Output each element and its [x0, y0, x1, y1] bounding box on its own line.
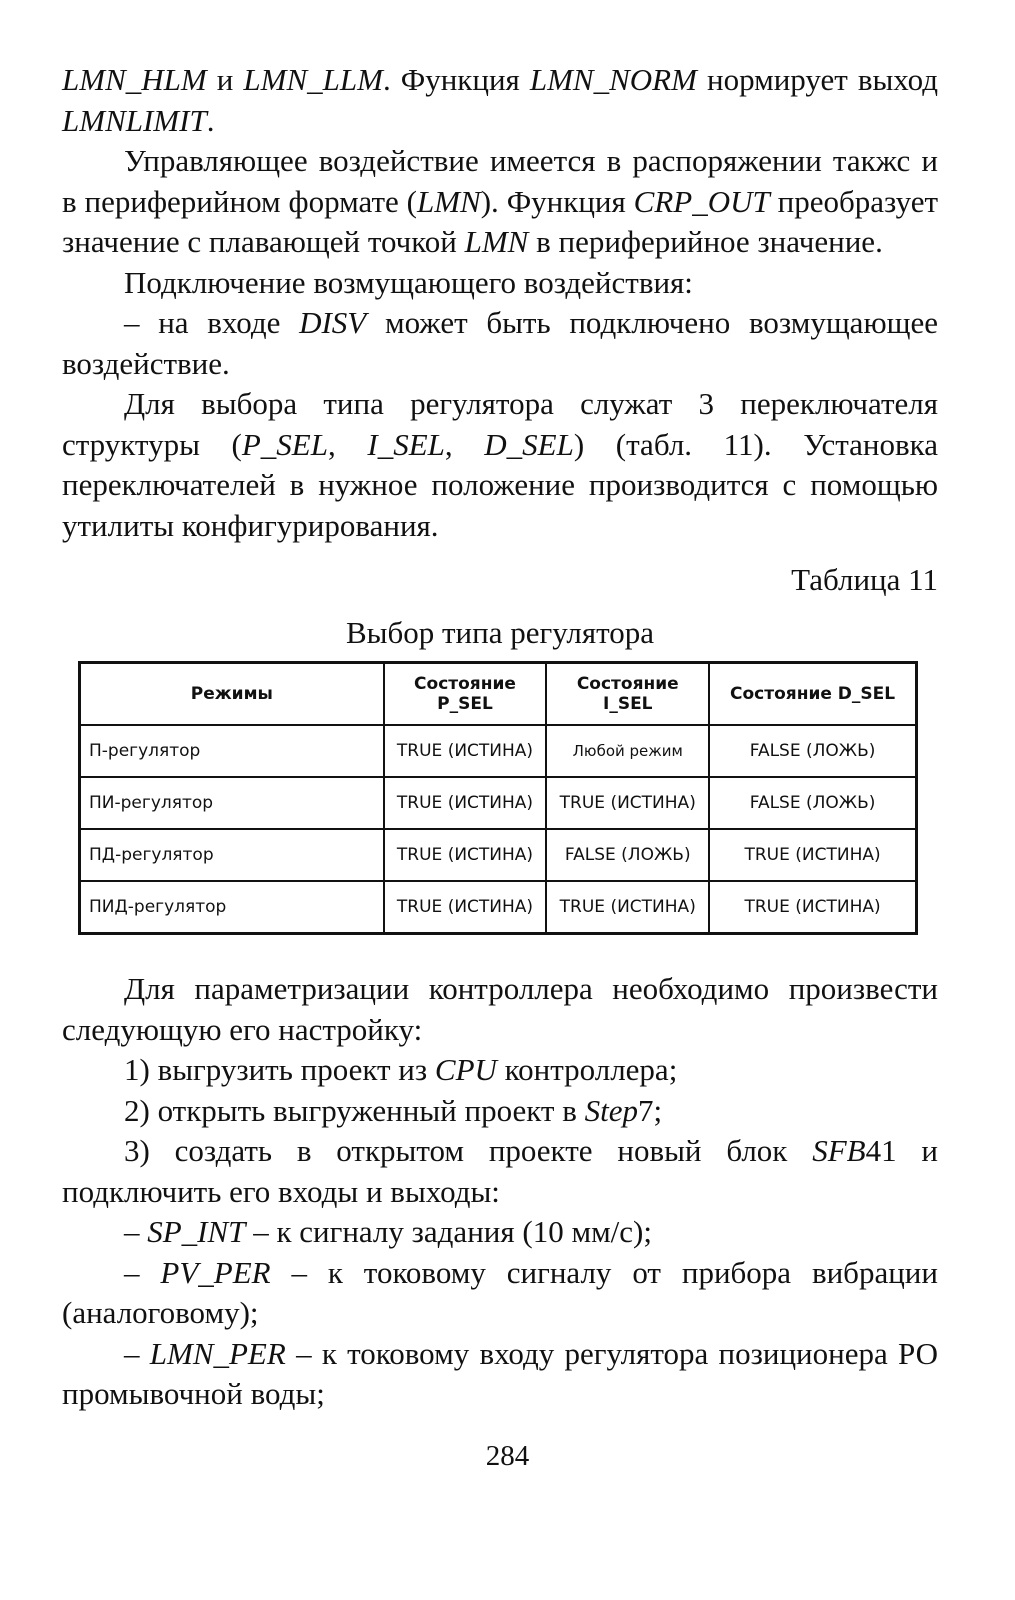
text: . [206, 102, 215, 138]
text: – к токовому сигналу от прибора вибрации (аналоговому); [62, 1254, 938, 1330]
table-cell: ПИД-регулятор [80, 881, 384, 934]
table-cell: TRUE (ИСТИНА) [384, 777, 547, 829]
bullet-pv-per [62, 1253, 938, 1334]
term: LMN [464, 224, 529, 259]
paragraph-2 [62, 141, 938, 263]
page-number: 284 [485, 1440, 530, 1472]
term: I_SEL [367, 426, 445, 462]
table-cell: FALSE (ЛОЖЬ) [546, 829, 709, 881]
step-3 [62, 1131, 938, 1212]
text: 1) выгрузить проект из [124, 1052, 435, 1087]
text: – к сигналу задания (10 мм/с); [245, 1214, 652, 1249]
table-cell: Любой режим [546, 725, 709, 777]
text: , [444, 426, 485, 462]
term: CRP_OUT [633, 183, 770, 219]
table-cell: П-регулятор [80, 725, 384, 777]
bullet-lmn-per [62, 1334, 938, 1415]
term: LMN_HLM [62, 62, 207, 97]
body-text [62, 60, 938, 1415]
text: Для выбора типа регулятора служат 3 переключателя структуры ( [62, 386, 938, 462]
text: может быть подключено возмущающее воздействие. [62, 305, 938, 381]
step-2 [62, 1091, 938, 1132]
text: Управляющее воздействие имеется в распоряжении такжс и в периферийном формате ( [62, 143, 938, 219]
text: преобразует значение с плавающей точкой [62, 183, 939, 259]
table-cell: TRUE (ИСТИНА) [384, 829, 547, 881]
table-row [80, 725, 917, 777]
term: Step [584, 1092, 638, 1128]
term: SP_INT [147, 1214, 246, 1249]
paragraph-5 [62, 384, 938, 546]
table-cell: TRUE (ИСТИНА) [384, 881, 547, 934]
text: ). Функция [480, 183, 634, 219]
table-cell: TRUE (ИСТИНА) [546, 881, 709, 934]
text: – к токовому входу регулятора позиционера РО промывочной воды; [62, 1335, 938, 1411]
term: D_SEL [484, 426, 574, 462]
term: LMN [416, 183, 481, 219]
text: , [327, 426, 368, 462]
paragraph-intro: Для параметризации контроллера необходимо произвести следующую его настройку: [62, 971, 938, 1047]
header-cell: Режимы [80, 663, 384, 726]
table-row [80, 777, 917, 829]
table-row [80, 881, 917, 934]
text: . Функция [382, 62, 530, 97]
text: – на входе [124, 305, 300, 340]
paragraph-3: Подключение возмущающего воздействия: [124, 264, 693, 300]
term: LMNLIMIT [62, 102, 207, 138]
term: CPU [434, 1052, 497, 1087]
text: 3) создать в открытом проекте новый блок [124, 1133, 813, 1168]
paragraph-4 [62, 303, 938, 384]
table-header-row [80, 663, 917, 726]
term: LMN_NORM [529, 62, 697, 97]
table-title: Выбор типа регулятора [345, 614, 654, 650]
setup-instructions [62, 969, 938, 1415]
table-row [80, 829, 917, 881]
table-cell: TRUE (ИСТИНА) [709, 881, 916, 934]
text: – [124, 1335, 150, 1371]
regulator-modes-table [78, 661, 918, 935]
header-cell: Состояние D_SEL [709, 663, 916, 726]
table-cell: ПД-регулятор [80, 829, 384, 881]
text: – [124, 1214, 148, 1249]
term: P_SEL [241, 426, 328, 462]
term: DISV [299, 305, 367, 340]
bullet-sp-int [62, 1212, 938, 1253]
text: контроллера; [496, 1052, 678, 1087]
term: SFB [812, 1133, 866, 1168]
step-1 [62, 1050, 938, 1091]
term: LMN_PER [149, 1335, 286, 1371]
table-cell: TRUE (ИСТИНА) [546, 777, 709, 829]
table-number: Таблица 11 [791, 562, 938, 597]
term: PV_PER [160, 1254, 271, 1290]
text: нормирует выход [696, 62, 939, 97]
term: LMN_LLM [243, 62, 383, 97]
table-cell: ПИ-регулятор [80, 777, 384, 829]
table-cell: TRUE (ИСТИНА) [384, 725, 547, 777]
paragraph-1 [62, 60, 938, 141]
text: и [206, 62, 244, 97]
table-cell: FALSE (ЛОЖЬ) [709, 725, 916, 777]
header-cell: Состояние P_SEL [384, 663, 547, 726]
text: ) (табл. 11). Установка переключателей в нужное положение производится с помощью утилиты конфигурирования. [62, 426, 938, 543]
table-cell: TRUE (ИСТИНА) [709, 829, 916, 881]
header-cell: Состояние I_SEL [546, 663, 709, 726]
text: – [124, 1254, 161, 1290]
text: 7; [637, 1092, 663, 1128]
table-cell: FALSE (ЛОЖЬ) [709, 777, 916, 829]
text: 2) открыть выгруженный проект в [124, 1092, 585, 1128]
text: 41 и подключить его входы и выходы: [62, 1133, 938, 1209]
text: в периферийное значение. [528, 224, 883, 259]
